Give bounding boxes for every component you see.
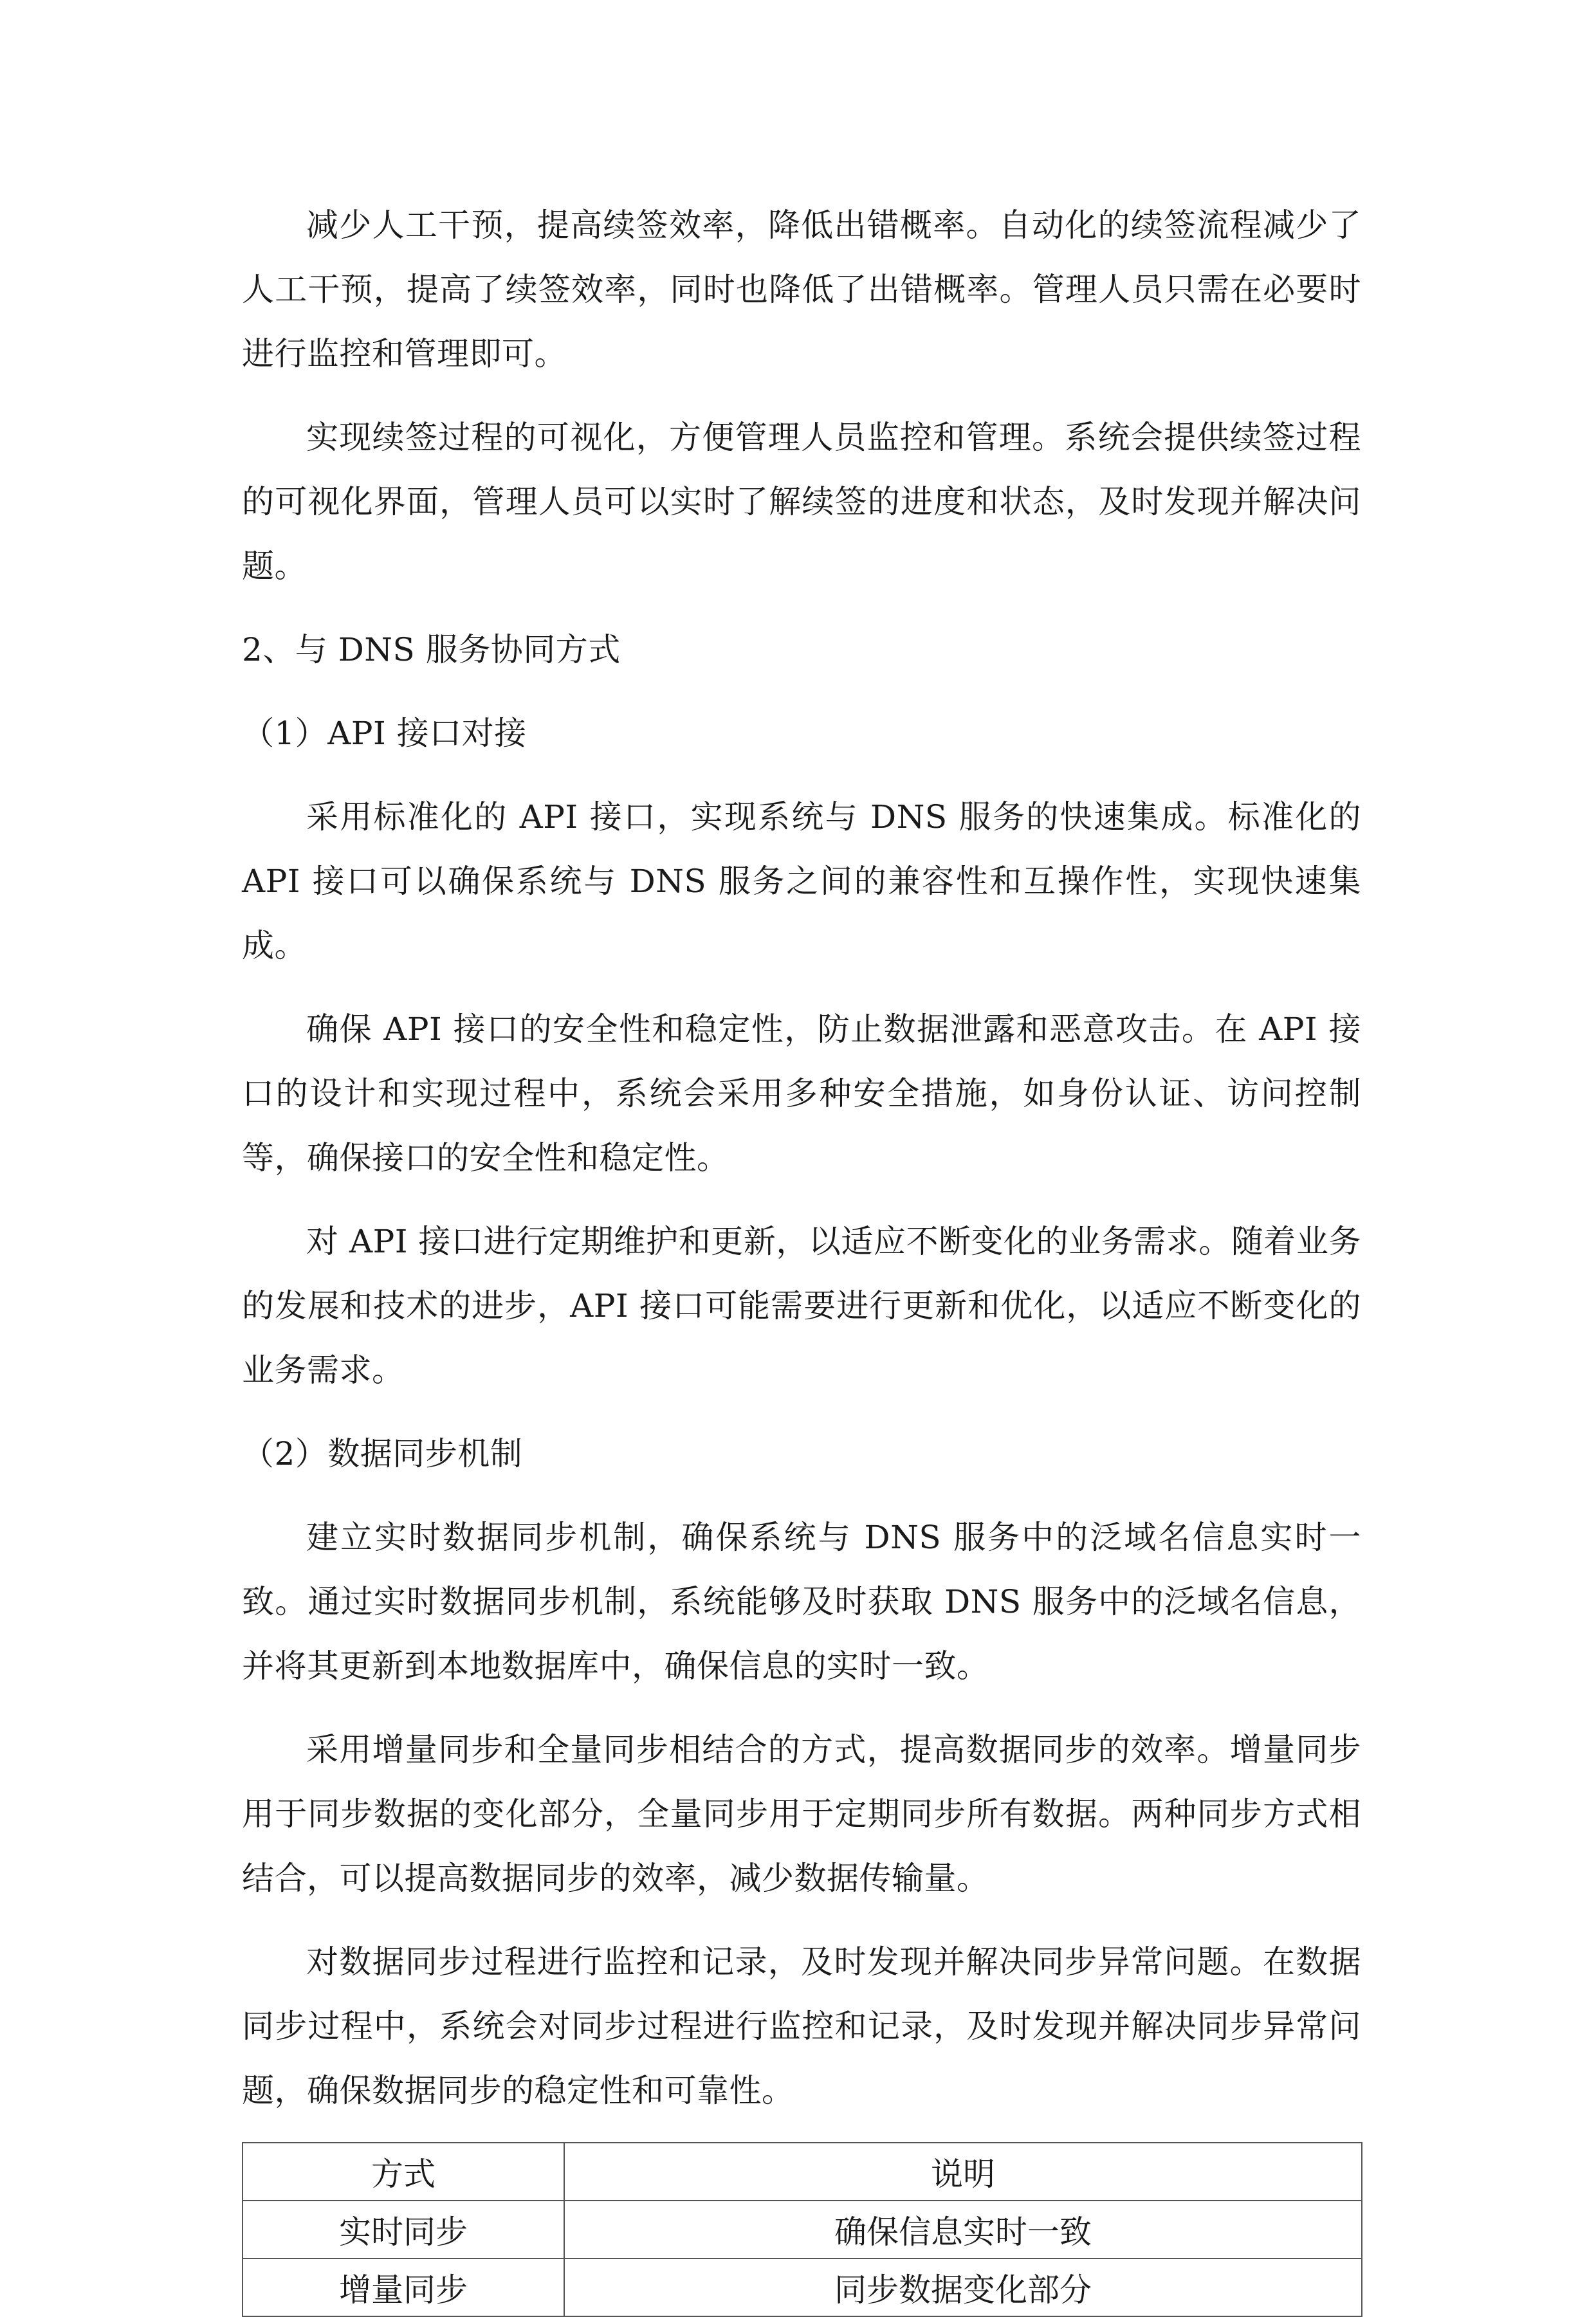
table-header-description: 说明 [564, 2143, 1362, 2201]
paragraph-visualization: 实现续签过程的可视化，方便管理人员监控和管理。系统会提供续签过程的可视化界面，管理人员可以实时了解续签的进度和状态，及时发现并解决问题。 [242, 419, 1361, 585]
table-row [243, 2258, 1362, 2316]
subsection-heading-api: （1）API 接口对接 [242, 715, 527, 752]
page-content [242, 193, 1361, 2317]
paragraph-api-security: 确保 API 接口的安全性和稳定性，防止数据泄露和恶意攻击。在 API 接口的设计和实现过程中，系统会采用多种安全措施，如身份认证、访问控制等，确保接口的安全性和稳定性。 [242, 1011, 1361, 1177]
paragraph-sync-monitoring: 对数据同步过程进行监控和记录，及时发现并解决同步异常问题。在数据同步过程中，系统会对同步过程进行监控和记录，及时发现并解决同步异常问题，确保数据同步的稳定性和可靠性。 [242, 1943, 1361, 2109]
paragraph-reduce-manual-intervention: 减少人工干预，提高续签效率，降低出错概率。自动化的续签流程减少了人工干预，提高了续签效率，同时也降低了出错概率。管理人员只需在必要时进行监控和管理即可。 [242, 206, 1361, 372]
subsection-heading-data-sync: （2）数据同步机制 [242, 1435, 523, 1472]
section-heading-dns-collaboration: 2、与 DNS 服务协同方式 [242, 631, 621, 668]
table-header-row [243, 2143, 1362, 2201]
table-cell-description: 同步数据变化部分 [564, 2258, 1362, 2316]
paragraph-realtime-sync: 建立实时数据同步机制，确保系统与 DNS 服务中的泛域名信息实时一致。通过实时数据同步机制，系统能够及时获取 DNS 服务中的泛域名信息，并将其更新到本地数据库中，确保信息的实时一致。 [242, 1519, 1361, 1685]
table-header-method: 方式 [243, 2143, 564, 2201]
sync-method-table [242, 2142, 1362, 2317]
table-cell-description: 确保信息实时一致 [564, 2201, 1362, 2258]
paragraph-api-standard: 采用标准化的 API 接口，实现系统与 DNS 服务的快速集成。标准化的 API 接口可以确保系统与 DNS 服务之间的兼容性和互操作性，实现快速集成。 [242, 798, 1361, 964]
paragraph-api-maintenance: 对 API 接口进行定期维护和更新，以适应不断变化的业务需求。随着业务的发展和技术的进步，API 接口可能需要进行更新和优化，以适应不断变化的业务需求。 [242, 1223, 1361, 1389]
table-row [243, 2201, 1362, 2258]
table-cell-method: 实时同步 [243, 2201, 564, 2258]
paragraph-incremental-full-sync: 采用增量同步和全量同步相结合的方式，提高数据同步的效率。增量同步用于同步数据的变化部分，全量同步用于定期同步所有数据。两种同步方式相结合，可以提高数据同步的效率，减少数据传输量。 [242, 1731, 1361, 1897]
table-cell-method: 增量同步 [243, 2258, 564, 2316]
